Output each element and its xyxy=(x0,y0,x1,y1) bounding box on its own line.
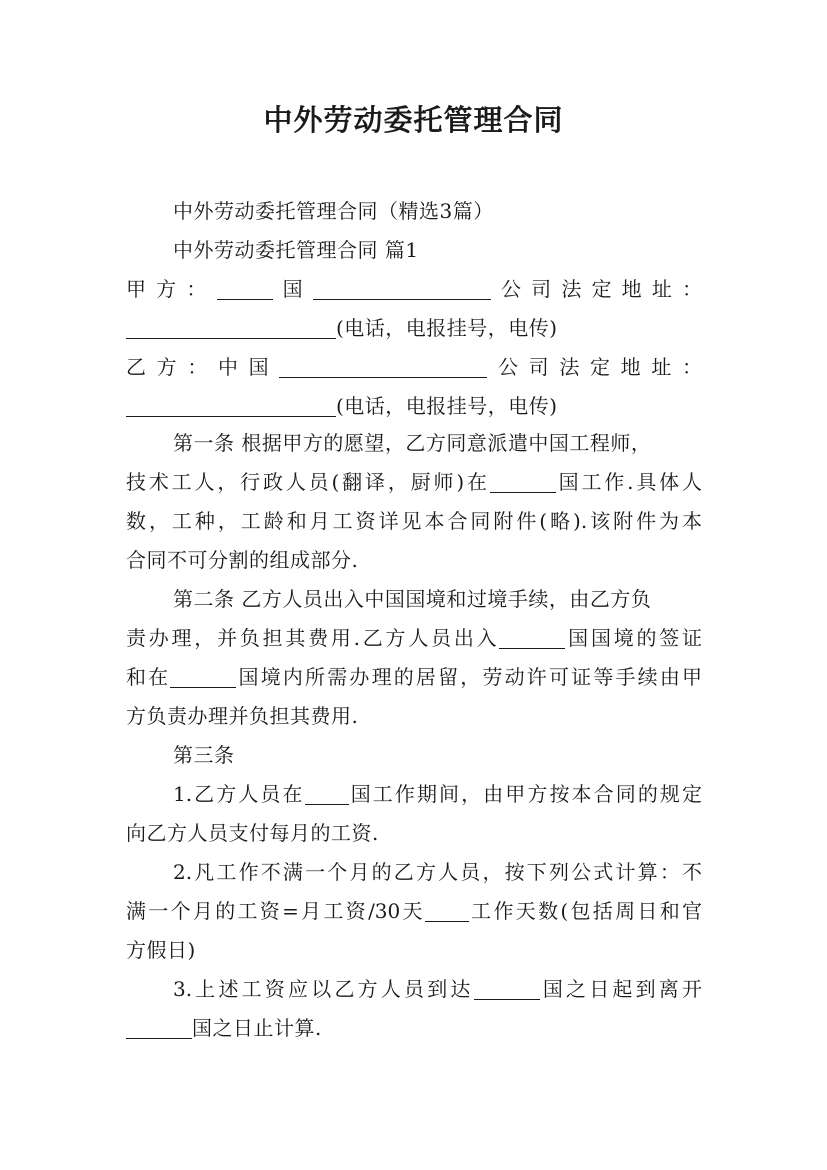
article-2-line-4: 方负责办理并负担其费用. xyxy=(126,704,359,728)
country-blank[interactable] xyxy=(490,470,556,493)
party-a-line xyxy=(126,274,702,304)
address-blank[interactable] xyxy=(126,394,336,417)
country-blank[interactable] xyxy=(126,1016,192,1039)
address-blank[interactable] xyxy=(126,316,336,339)
document-subtitle: 中外劳动委托管理合同（精选3篇） xyxy=(173,199,494,223)
company-blank[interactable] xyxy=(313,277,491,300)
contact-suffix: (电话，电报挂号，电传) xyxy=(336,394,558,418)
party-a-label: 甲方： xyxy=(126,277,217,301)
article-1-line-2: 技术工人，行政人员(翻译，厨师)在 国工作.具体人 xyxy=(126,470,702,494)
article-1-line-1: 第一条 根据甲方的愿望，乙方同意派遣中国工程师， xyxy=(173,431,652,455)
item-1-line-1: 1.乙方人员在 国工作期间，由甲方按本合同的规定 xyxy=(173,782,702,806)
item-3-line-1: 3.上述工资应以乙方人员到达 国之日起到离开 xyxy=(173,977,702,1001)
article-2-line-2: 责办理，并负担其费用.乙方人员出入 国国境的签证 xyxy=(126,626,703,650)
document-title: 中外劳动委托管理合同 xyxy=(263,103,564,137)
party-a-contact-line xyxy=(126,313,558,343)
days-blank[interactable] xyxy=(425,899,469,922)
country-blank[interactable] xyxy=(217,277,273,300)
address-label: 公司法定地址： xyxy=(487,355,703,379)
party-b-contact-line xyxy=(126,391,558,421)
part-heading: 中外劳动委托管理合同 篇1 xyxy=(173,238,419,262)
article-2-line-1: 第二条 乙方人员出入中国国境和过境手续，由乙方负 xyxy=(173,587,652,611)
company-blank[interactable] xyxy=(279,355,487,378)
country-blank[interactable] xyxy=(499,626,565,649)
article-2-line-3: 和在 国境内所需办理的居留，劳动许可证等手续由甲 xyxy=(126,665,703,689)
article-1-line-3: 数，工种，工龄和月工资详见本合同附件(略).该附件为本 xyxy=(126,509,702,533)
item-1-line-2: 向乙方人员支付每月的工资. xyxy=(126,821,379,845)
item-3-line-2: 国之日止计算. xyxy=(126,1013,322,1043)
party-b-label: 乙方：中国 xyxy=(126,355,280,379)
item-2-line-3: 方假日) xyxy=(126,938,196,962)
item-2-line-2: 满一个月的工资=月工资/30天 工作天数(包括周日和官 xyxy=(126,899,702,923)
country-blank[interactable] xyxy=(474,977,540,1000)
country-word: 国 xyxy=(272,277,313,301)
country-blank[interactable] xyxy=(170,665,236,688)
item-2-line-1: 2.凡工作不满一个月的乙方人员，按下列公式计算：不 xyxy=(173,860,702,884)
article-3-heading: 第三条 xyxy=(173,743,235,767)
country-blank[interactable] xyxy=(305,782,349,805)
address-label: 公司法定地址： xyxy=(490,277,703,301)
article-1-line-4: 合同不可分割的组成部分. xyxy=(126,548,359,572)
party-b-line xyxy=(126,352,702,382)
contact-suffix: (电话，电报挂号，电传) xyxy=(336,316,558,340)
